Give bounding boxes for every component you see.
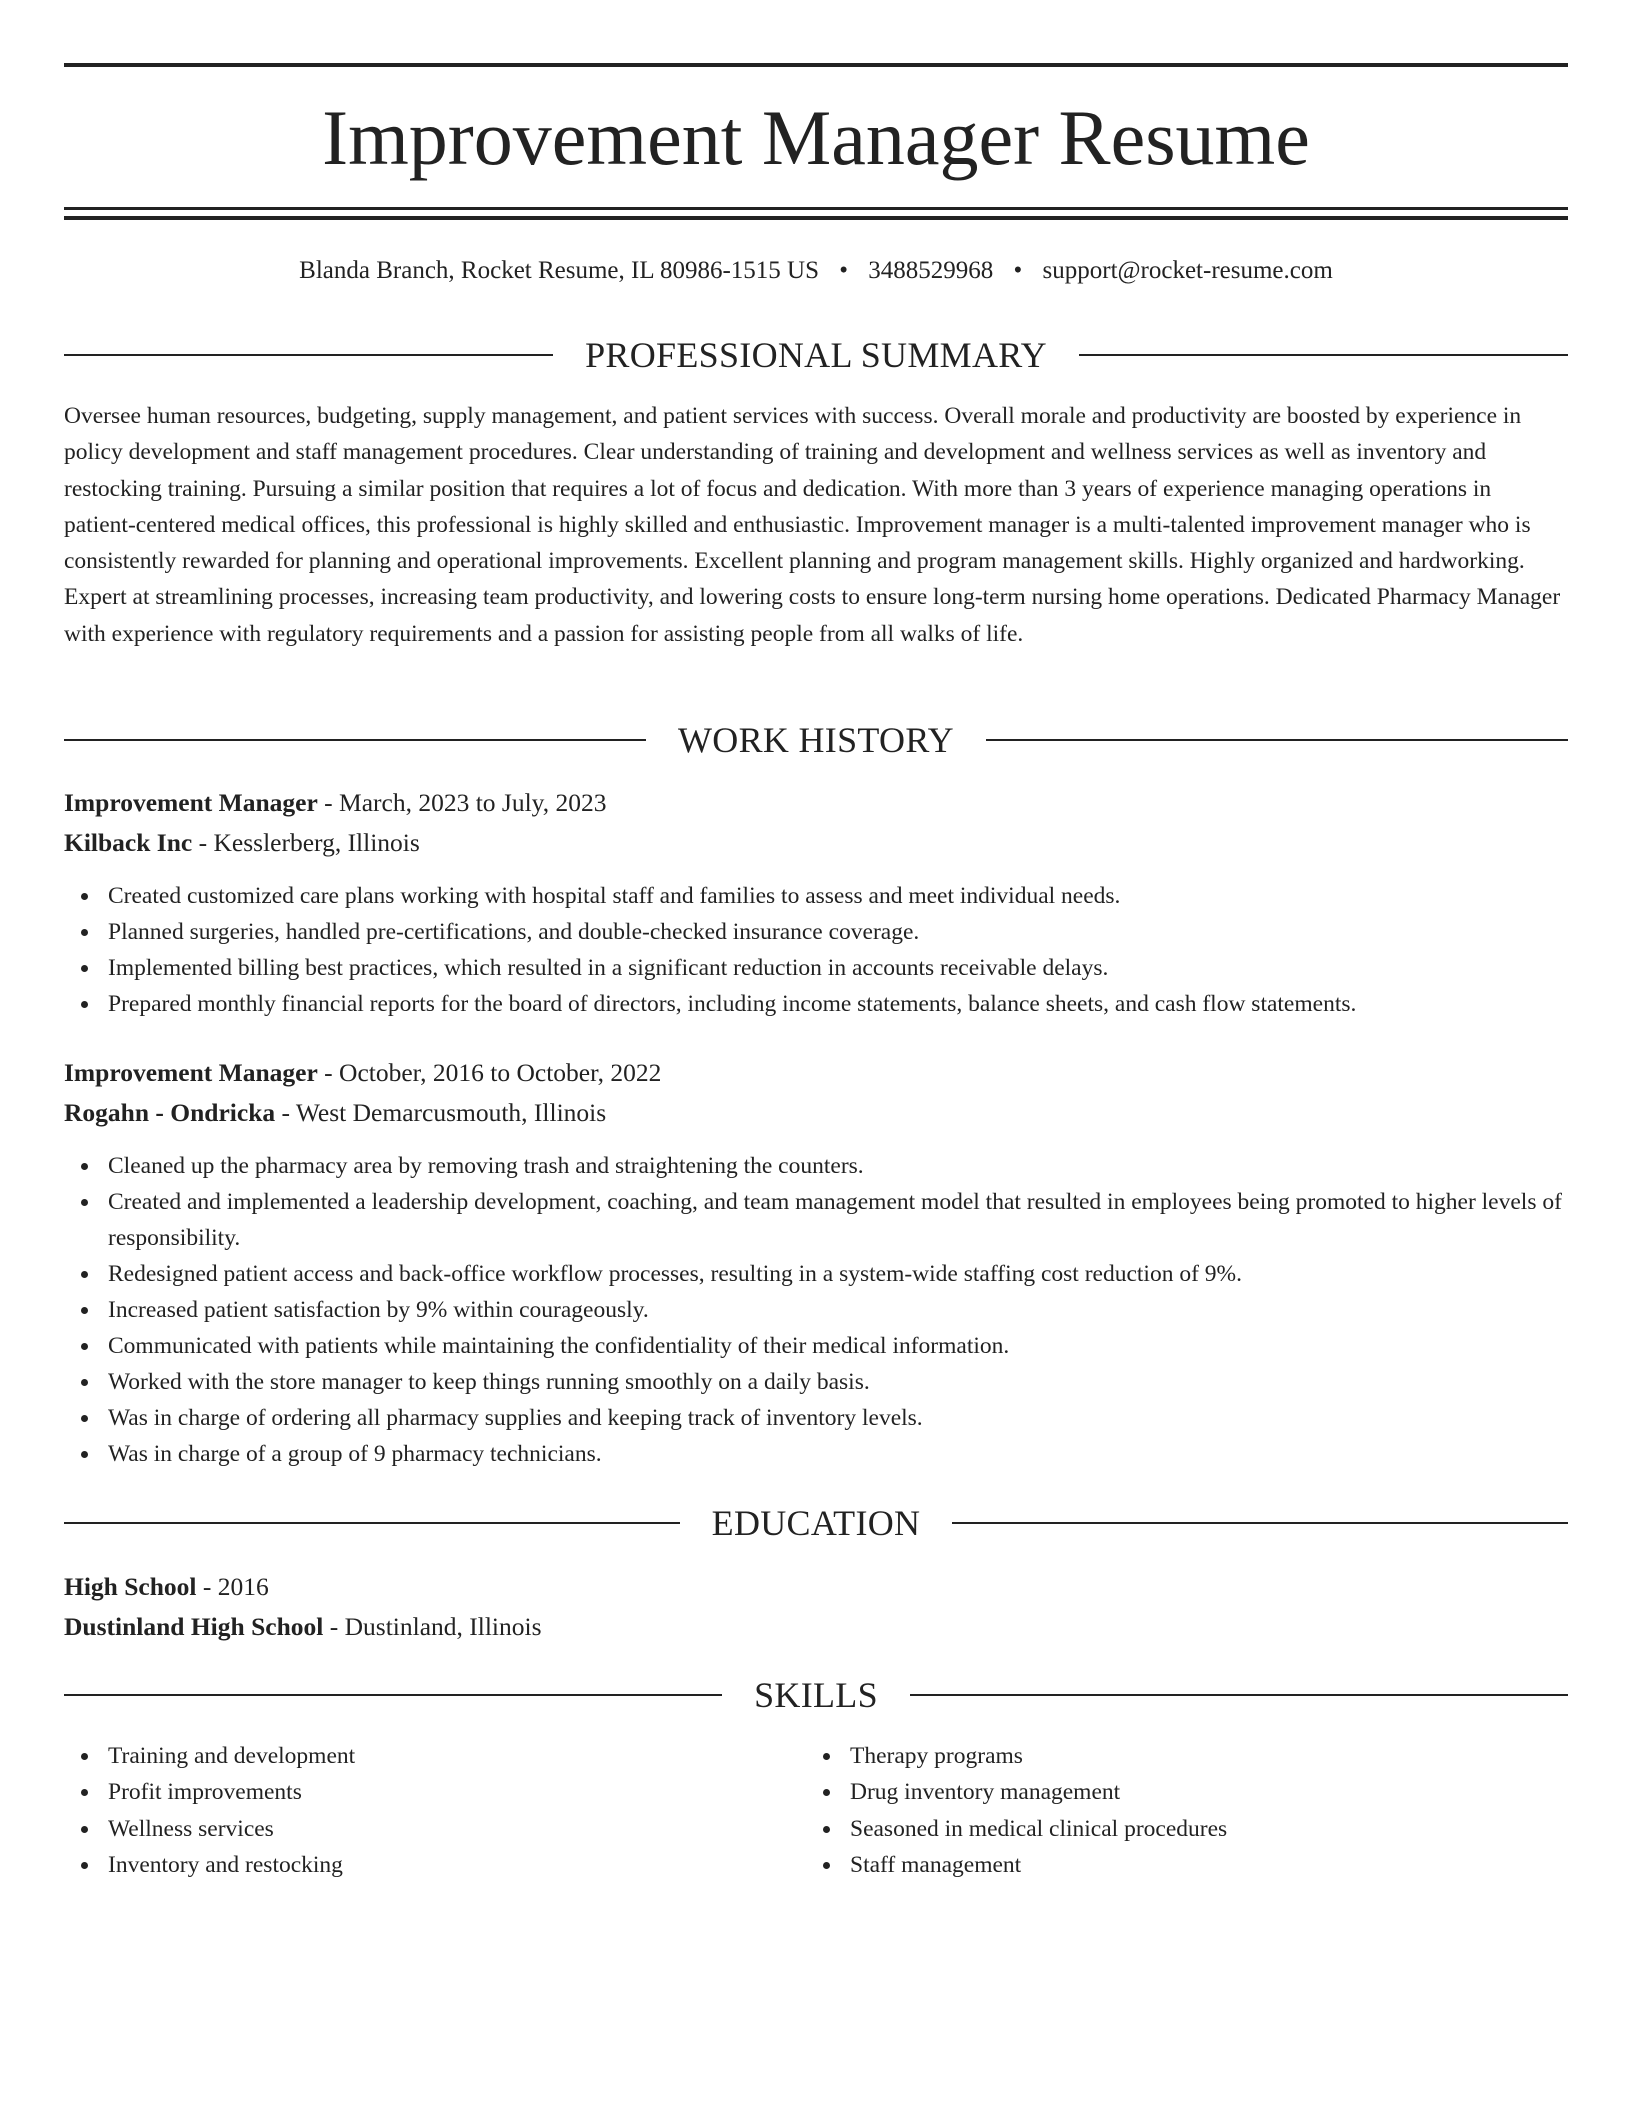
list-item: Planned surgeries, handled pre-certifications, and double-checked insurance coverage. xyxy=(64,914,1568,950)
title-double-rule xyxy=(64,207,1568,220)
job-title-line xyxy=(64,1053,1568,1093)
list-item: Was in charge of a group of 9 pharmacy technicians. xyxy=(64,1436,1568,1472)
skills-column-left xyxy=(64,1738,806,1883)
section-rule xyxy=(64,1522,680,1524)
section-header-summary xyxy=(64,330,1568,380)
list-item: Created and implemented a leadership development, coaching, and team management model that resulted in employees being promoted to higher levels of responsibility. xyxy=(64,1184,1568,1256)
job-company-line xyxy=(64,823,1568,863)
list-item: Prepared monthly financial reports for the board of directors, including income statements, balance sheets, and cash flow statements. xyxy=(64,986,1568,1022)
section-title-work: WORK HISTORY xyxy=(678,720,954,760)
job-bullets xyxy=(64,1148,1568,1472)
resume-page xyxy=(64,0,1568,2112)
skill-item: Staff management xyxy=(806,1847,1548,1883)
section-rule xyxy=(64,739,646,741)
skill-item: Drug inventory management xyxy=(806,1774,1548,1810)
list-item: Redesigned patient access and back-office workflow processes, resulting in a system-wide staffing cost reduction of 9%. xyxy=(64,1256,1568,1292)
section-title-education: EDUCATION xyxy=(711,1503,921,1543)
education-degree: High School xyxy=(64,1572,197,1601)
contact-phone: 3488529968 xyxy=(868,257,994,284)
section-header-work xyxy=(64,715,1568,765)
list-item: Increased patient satisfaction by 9% within courageously. xyxy=(64,1292,1568,1328)
list-item: Was in charge of ordering all pharmacy supplies and keeping track of inventory levels. xyxy=(64,1400,1568,1436)
job-title-line xyxy=(64,783,1568,823)
contact-separator: • xyxy=(839,257,848,284)
skill-item: Therapy programs xyxy=(806,1738,1548,1774)
section-rule xyxy=(986,739,1568,741)
list-item: Implemented billing best practices, which resulted in a significant reduction in accounts receivable delays. xyxy=(64,950,1568,986)
job-title: Improvement Manager xyxy=(64,1058,318,1087)
list-item: Worked with the store manager to keep things running smoothly on a daily basis. xyxy=(64,1364,1568,1400)
section-rule xyxy=(64,1694,722,1696)
education-year: - 2016 xyxy=(196,1572,269,1601)
skill-item: Wellness services xyxy=(64,1811,806,1847)
section-rule xyxy=(1079,354,1568,356)
list-item: Created customized care plans working with hospital staff and families to assess and meet individual needs. xyxy=(64,878,1568,914)
contact-line xyxy=(64,252,1568,290)
education-school: Dustinland High School xyxy=(64,1612,324,1641)
skills-column-right xyxy=(806,1738,1548,1883)
section-header-education xyxy=(64,1498,1568,1548)
education-location: - Dustinland, Illinois xyxy=(323,1612,542,1641)
contact-address: Blanda Branch, Rocket Resume, IL 80986-1515 US xyxy=(299,257,819,284)
contact-email: support@rocket-resume.com xyxy=(1042,257,1333,284)
job-location: - West Demarcusmouth, Illinois xyxy=(275,1098,607,1127)
summary-paragraph: Oversee human resources, budgeting, supply management, and patient services with success. Overall morale and productivity are boosted by experience in policy development and staff management procedures. Clear understanding of training and development and wellness services as well as inventory and restocking training. Pursuing a similar position that requires a lot of focus and dedication. With more than 3 years of experience managing operations in patient-centered medical offices, this professional is highly skilled and enthusiastic. Improvement manager is a multi-talented improvement manager who is consistently rewarded for planning and operational improvements. Excellent planning and program management skills. Highly organized and hardworking. Expert at streamlining processes, increasing team productivity, and lowering costs to ensure long-term nursing home operations. Dedicated Pharmacy Manager with experience with regulatory requirements and a passion for assisting people from all walks of life. xyxy=(64,403,1561,647)
resume-title: Improvement Manager Resume xyxy=(322,94,1310,181)
skills-list xyxy=(64,1738,1568,1883)
section-rule xyxy=(910,1694,1568,1696)
education-degree-line xyxy=(64,1567,1568,1607)
job-company: Rogahn - Ondricka xyxy=(64,1098,276,1127)
section-title-skills: SKILLS xyxy=(754,1675,878,1715)
section-header-skills xyxy=(64,1670,1568,1720)
section-title-summary: PROFESSIONAL SUMMARY xyxy=(585,335,1047,375)
skill-item: Seasoned in medical clinical procedures xyxy=(806,1811,1548,1847)
job-company-line xyxy=(64,1093,1568,1133)
contact-separator: • xyxy=(1013,257,1023,284)
job-title: Improvement Manager xyxy=(64,788,318,817)
job-location: - Kesslerberg, Illinois xyxy=(192,828,420,857)
list-item: Cleaned up the pharmacy area by removing trash and straightening the counters. xyxy=(64,1148,1568,1184)
section-rule xyxy=(64,354,553,356)
section-rule xyxy=(952,1522,1568,1524)
job-dates: - October, 2016 to October, 2022 xyxy=(317,1058,662,1087)
skill-item: Profit improvements xyxy=(64,1774,806,1810)
skill-item: Inventory and restocking xyxy=(64,1847,806,1883)
job-dates: - March, 2023 to July, 2023 xyxy=(317,788,607,817)
skill-item: Training and development xyxy=(64,1738,806,1774)
list-item: Communicated with patients while maintaining the confidentiality of their medical information. xyxy=(64,1328,1568,1364)
top-rule xyxy=(64,63,1568,67)
job-bullets xyxy=(64,878,1568,1022)
education-school-line xyxy=(64,1607,1568,1647)
job-company: Kilback Inc xyxy=(64,828,193,857)
